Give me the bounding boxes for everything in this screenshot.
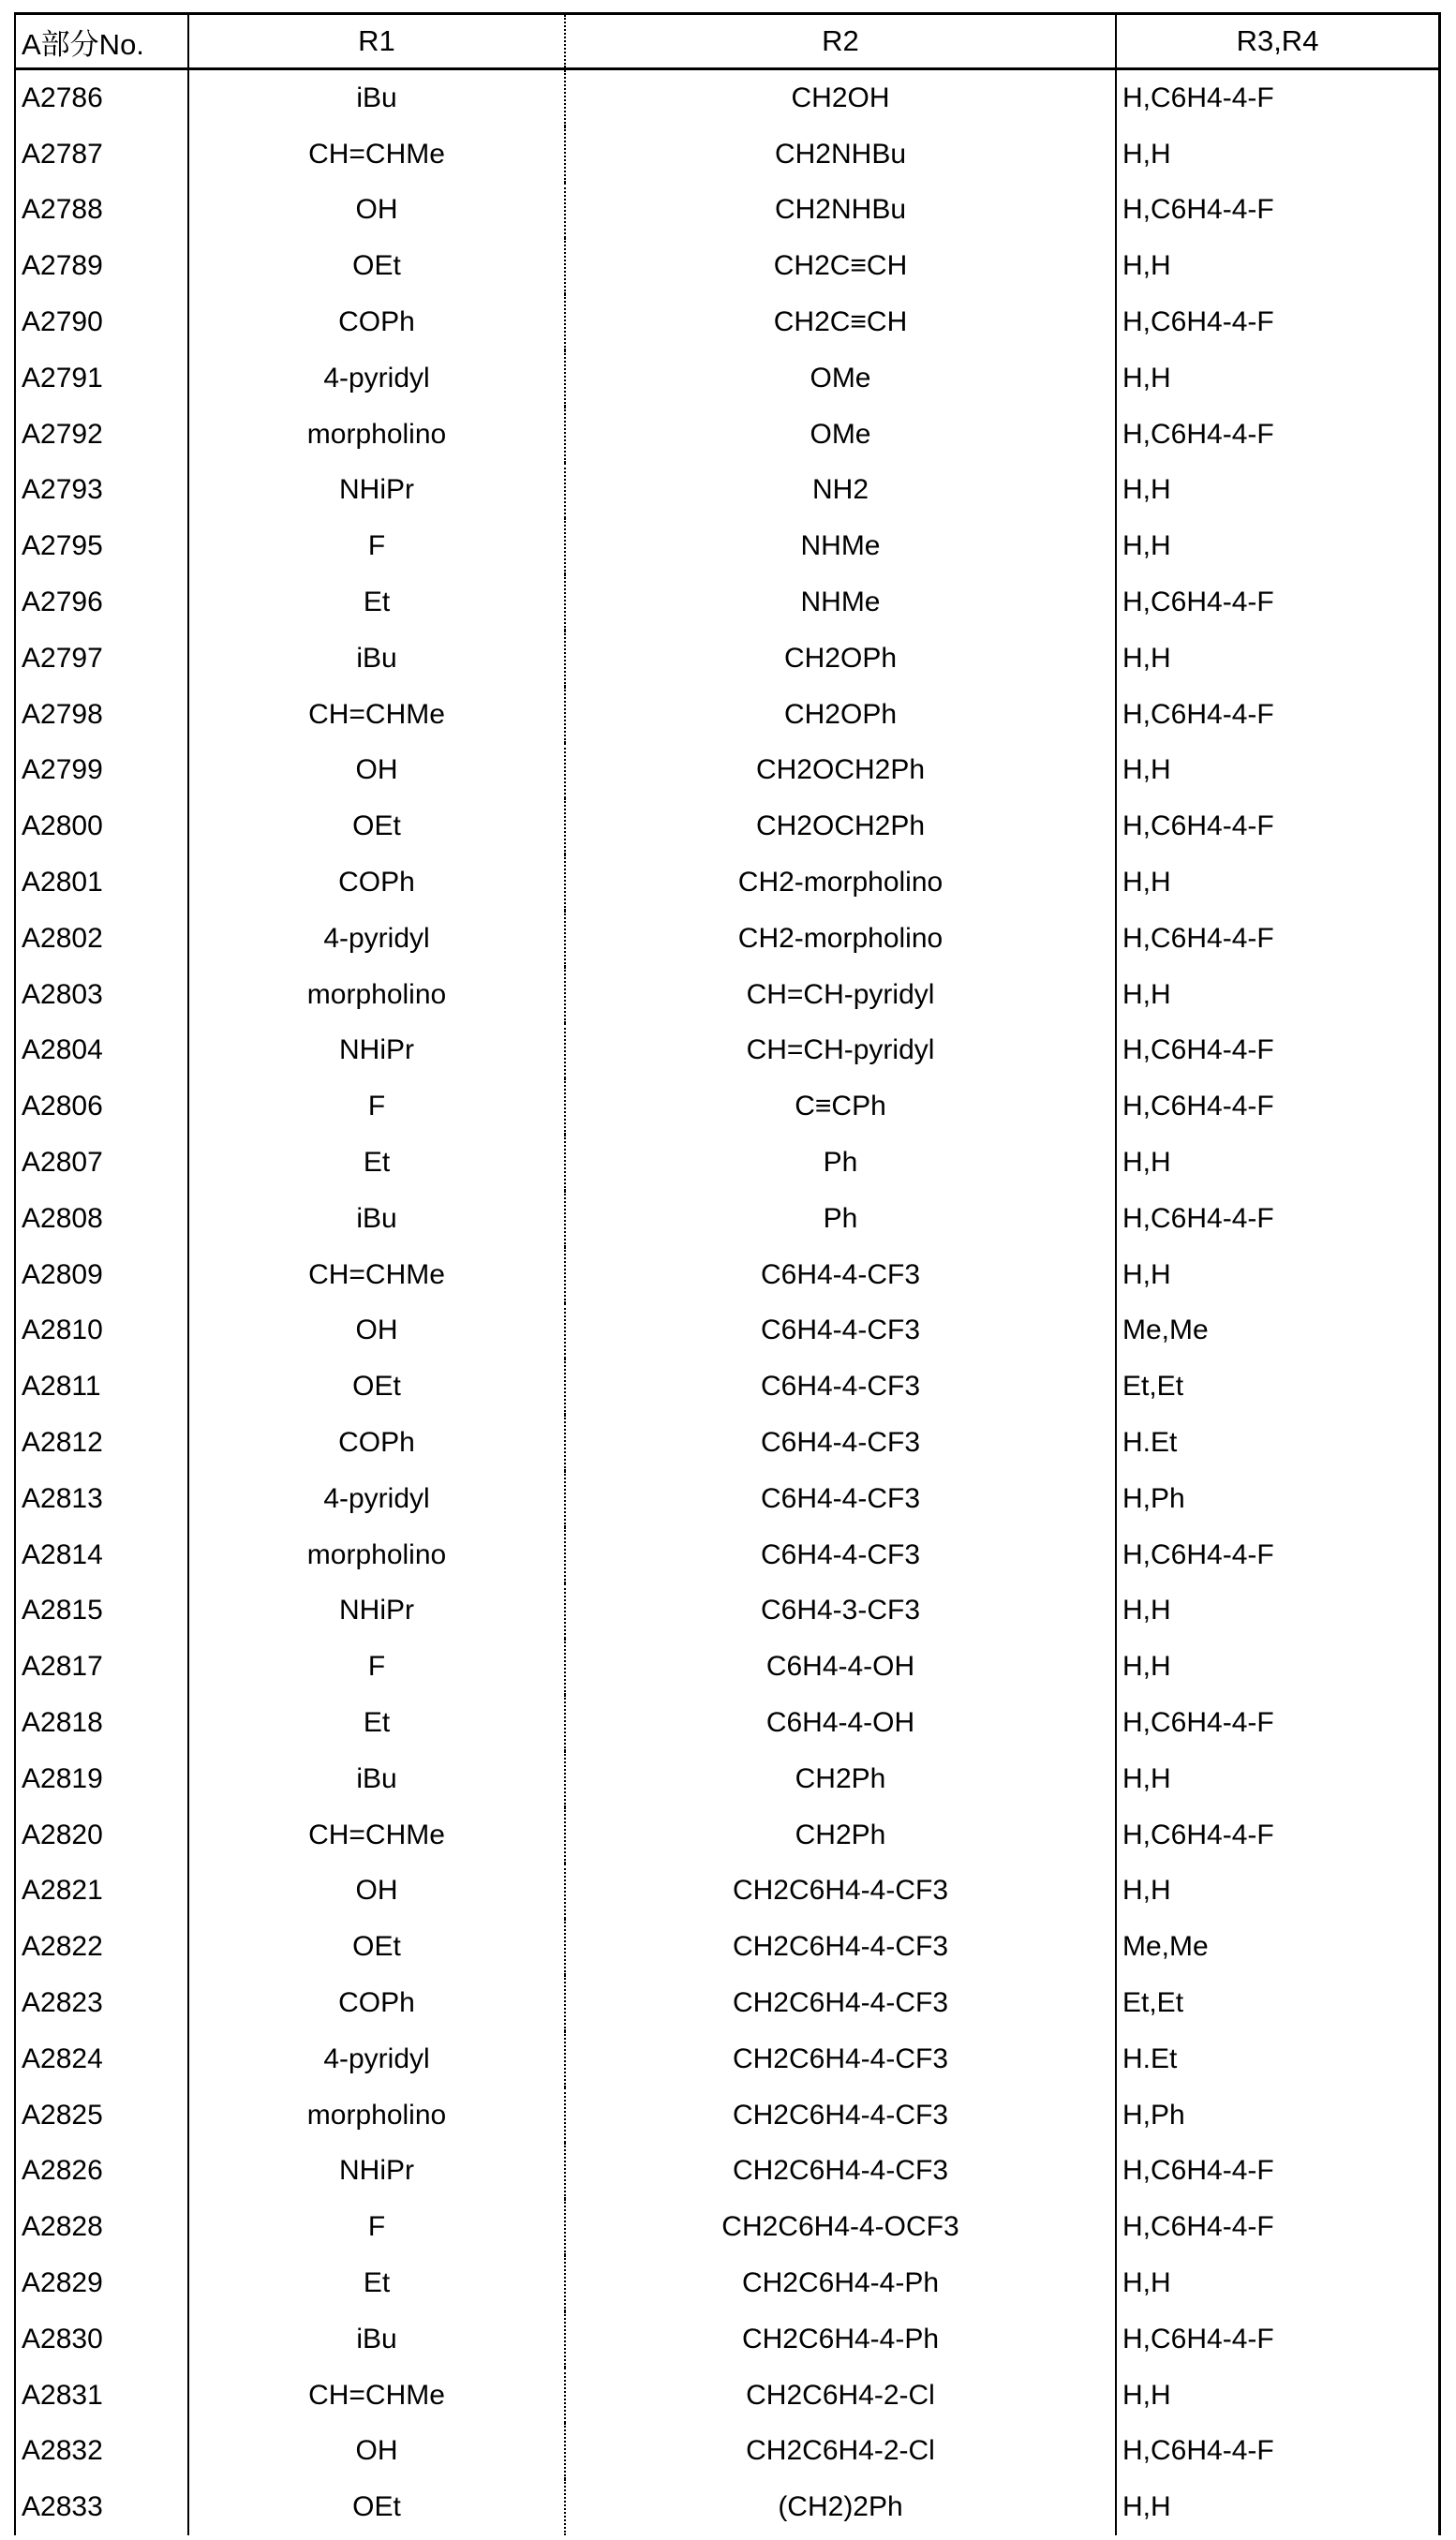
- cell-r2: CH2Ph: [564, 1751, 1115, 1807]
- table-row: [14, 2255, 1441, 2311]
- cell-r3-r4: H,C6H4-4-F: [1115, 2311, 1438, 2368]
- cell-r2: C6H4-4-CF3: [564, 1471, 1115, 1527]
- cell-r3-r4: H.Et: [1115, 1415, 1438, 1471]
- cell-r3-r4: H,C6H4-4-F: [1115, 1807, 1438, 1864]
- cell-a-part-no: A2786: [22, 82, 103, 113]
- cell-r3-r4: H,H: [1115, 1751, 1438, 1807]
- header-r1: R1: [187, 15, 564, 67]
- cell-r3-r4: H,H: [1115, 854, 1438, 911]
- cell-r1: OH: [187, 743, 564, 799]
- cell-a-part-no: A2803: [22, 978, 103, 1010]
- cell-a-part-no: A2810: [22, 1315, 103, 1346]
- cell-r1: OH: [187, 1303, 564, 1359]
- cell-r1: morpholino: [187, 407, 564, 463]
- cell-r2: CH2OPh: [564, 631, 1115, 687]
- cell-r3-r4: H,Ph: [1115, 2087, 1438, 2144]
- cell-r3-r4: Et,Et: [1115, 1975, 1438, 2031]
- cell-r1: NHiPr: [187, 2143, 564, 2199]
- cell-r1: OEt: [187, 1919, 564, 1975]
- table-row: [14, 1359, 1441, 1415]
- cell-r3-r4: H,H: [1115, 743, 1438, 799]
- cell-r1: NHiPr: [187, 1023, 564, 1079]
- table-row: [14, 1695, 1441, 1751]
- table-row: [14, 1583, 1441, 1640]
- cell-a-part-no: A2793: [22, 474, 103, 506]
- cell-r3-r4: H,C6H4-4-F: [1115, 687, 1438, 743]
- table-row: [14, 2031, 1441, 2087]
- table-row: [14, 1639, 1441, 1695]
- table-row: [14, 294, 1441, 350]
- cell-r3-r4: H,H: [1115, 631, 1438, 687]
- cell-r3-r4: H,H: [1115, 238, 1438, 294]
- table-row: [14, 911, 1441, 967]
- table-row: [14, 2311, 1441, 2368]
- cell-a-part-no: A2789: [22, 250, 103, 282]
- cell-r1: 4-pyridyl: [187, 2031, 564, 2087]
- compound-table: [14, 12, 1441, 2535]
- table-row: [14, 1975, 1441, 2031]
- cell-a-part-no: A2814: [22, 1538, 103, 1570]
- cell-r1: CH=CHMe: [187, 1247, 564, 1303]
- cell-a-part-no: A2811: [22, 1371, 101, 1403]
- table-row: [14, 518, 1441, 574]
- cell-r1: CH=CHMe: [187, 126, 564, 183]
- cell-r2: NHMe: [564, 574, 1115, 631]
- cell-r3-r4: H,H: [1115, 1639, 1438, 1695]
- cell-r1: morpholino: [187, 967, 564, 1023]
- cell-r2: CH2C6H4-4-Ph: [564, 2311, 1115, 2368]
- cell-r2: CH2OCH2Ph: [564, 798, 1115, 854]
- cell-r2: CH=CH-pyridyl: [564, 1023, 1115, 1079]
- cell-r1: OH: [187, 1864, 564, 1920]
- cell-r2: OMe: [564, 407, 1115, 463]
- cell-r2: CH2C≡CH: [564, 238, 1115, 294]
- cell-r1: NHiPr: [187, 1583, 564, 1640]
- cell-r2: CH2C≡CH: [564, 294, 1115, 350]
- cell-r3-r4: H.Et: [1115, 2031, 1438, 2087]
- cell-r3-r4: H,H: [1115, 350, 1438, 407]
- cell-r3-r4: H,C6H4-4-F: [1115, 70, 1438, 126]
- cell-r2: C6H4-4-CF3: [564, 1247, 1115, 1303]
- table-row: [14, 967, 1441, 1023]
- cell-a-part-no: A2824: [22, 2042, 103, 2074]
- cell-a-part-no: A2795: [22, 530, 103, 562]
- cell-a-part-no: A2801: [22, 867, 103, 899]
- cell-r1: Et: [187, 1135, 564, 1191]
- cell-a-part-no: A2817: [22, 1651, 103, 1683]
- cell-a-part-no: A2802: [22, 922, 103, 954]
- table-row: [14, 1751, 1441, 1807]
- cell-a-part-no: A2833: [22, 2491, 103, 2523]
- cell-r1: 4-pyridyl: [187, 911, 564, 967]
- cell-a-part-no: A2800: [22, 810, 103, 842]
- cell-r1: OEt: [187, 2479, 564, 2535]
- cell-r3-r4: H,C6H4-4-F: [1115, 294, 1438, 350]
- cell-a-part-no: A2796: [22, 587, 103, 618]
- cell-a-part-no: A2818: [22, 1707, 103, 1738]
- cell-r3-r4: H,H: [1115, 2255, 1438, 2311]
- cell-r1: Et: [187, 574, 564, 631]
- cell-a-part-no: A2799: [22, 754, 103, 786]
- cell-r1: Et: [187, 1695, 564, 1751]
- cell-a-part-no: A2828: [22, 2211, 103, 2243]
- table-body: [14, 70, 1441, 2535]
- table-row: [14, 574, 1441, 631]
- table-row: [14, 407, 1441, 463]
- table-header-row: [14, 12, 1441, 70]
- cell-r2: CH2-morpholino: [564, 911, 1115, 967]
- cell-r3-r4: H,C6H4-4-F: [1115, 407, 1438, 463]
- cell-r1: iBu: [187, 631, 564, 687]
- cell-r2: C6H4-4-CF3: [564, 1527, 1115, 1583]
- cell-r3-r4: Et,Et: [1115, 1359, 1438, 1415]
- table-row: [14, 2368, 1441, 2424]
- cell-a-part-no: A2797: [22, 642, 103, 674]
- table-row: [14, 1023, 1441, 1079]
- cell-r1: OH: [187, 2423, 564, 2479]
- cell-r3-r4: H,H: [1115, 967, 1438, 1023]
- table-row: [14, 1135, 1441, 1191]
- cell-r2: CH2NHBu: [564, 183, 1115, 239]
- table-row: [14, 631, 1441, 687]
- cell-r1: 4-pyridyl: [187, 350, 564, 407]
- table-row: [14, 1527, 1441, 1583]
- cell-r2: CH2C6H4-4-CF3: [564, 2143, 1115, 2199]
- cell-r1: F: [187, 518, 564, 574]
- cell-r3-r4: H,H: [1115, 2368, 1438, 2424]
- cell-r1: NHiPr: [187, 463, 564, 519]
- cell-r1: COPh: [187, 1975, 564, 2031]
- cell-a-part-no: A2809: [22, 1258, 103, 1290]
- cell-r2: C6H4-4-CF3: [564, 1415, 1115, 1471]
- cell-r3-r4: H,C6H4-4-F: [1115, 574, 1438, 631]
- cell-r2: C≡CPh: [564, 1078, 1115, 1135]
- table-row: [14, 183, 1441, 239]
- cell-r3-r4: H,C6H4-4-F: [1115, 1191, 1438, 1247]
- table-row: [14, 1471, 1441, 1527]
- cell-r3-r4: H,H: [1115, 126, 1438, 183]
- cell-r3-r4: H,C6H4-4-F: [1115, 1695, 1438, 1751]
- cell-a-part-no: A2790: [22, 306, 103, 338]
- cell-r1: CH=CHMe: [187, 1807, 564, 1864]
- cell-r2: CH2C6H4-2-Cl: [564, 2368, 1115, 2424]
- cell-r3-r4: H,C6H4-4-F: [1115, 1023, 1438, 1079]
- cell-r2: CH=CH-pyridyl: [564, 967, 1115, 1023]
- table-row: [14, 1415, 1441, 1471]
- cell-a-part-no: A2819: [22, 1762, 103, 1794]
- cell-r3-r4: H,C6H4-4-F: [1115, 183, 1438, 239]
- cell-r1: CH=CHMe: [187, 2368, 564, 2424]
- cell-r1: 4-pyridyl: [187, 1471, 564, 1527]
- cell-r2: C6H4-3-CF3: [564, 1583, 1115, 1640]
- cell-r1: OH: [187, 183, 564, 239]
- table-row: [14, 1303, 1441, 1359]
- cell-r2: C6H4-4-OH: [564, 1695, 1115, 1751]
- cell-r2: CH2NHBu: [564, 126, 1115, 183]
- cell-a-part-no: A2826: [22, 2155, 103, 2187]
- cell-r3-r4: H,C6H4-4-F: [1115, 2143, 1438, 2199]
- table-row: [14, 1864, 1441, 1920]
- cell-r3-r4: H,C6H4-4-F: [1115, 2199, 1438, 2255]
- cell-r2: OMe: [564, 350, 1115, 407]
- cell-r3-r4: H,H: [1115, 1135, 1438, 1191]
- cell-a-part-no: A2787: [22, 138, 103, 170]
- cell-r1: F: [187, 2199, 564, 2255]
- cell-a-part-no: A2832: [22, 2435, 103, 2467]
- cell-r3-r4: Me,Me: [1115, 1303, 1438, 1359]
- table-row: [14, 350, 1441, 407]
- table-row: [14, 2087, 1441, 2144]
- table-row: [14, 238, 1441, 294]
- cell-r3-r4: H,C6H4-4-F: [1115, 1527, 1438, 1583]
- cell-r3-r4: H,C6H4-4-F: [1115, 798, 1438, 854]
- cell-r3-r4: H,H: [1115, 2479, 1438, 2535]
- cell-r1: CH=CHMe: [187, 687, 564, 743]
- cell-a-part-no: A2812: [22, 1427, 103, 1459]
- cell-r1: iBu: [187, 1191, 564, 1247]
- cell-r1: Et: [187, 2255, 564, 2311]
- cell-a-part-no: A2823: [22, 1986, 103, 2018]
- cell-a-part-no: A2792: [22, 418, 103, 450]
- cell-r2: NHMe: [564, 518, 1115, 574]
- table-row: [14, 743, 1441, 799]
- table-row: [14, 1247, 1441, 1303]
- cell-r3-r4: H,H: [1115, 1247, 1438, 1303]
- cell-r2: CH2C6H4-4-CF3: [564, 1919, 1115, 1975]
- cell-r1: COPh: [187, 294, 564, 350]
- cell-r3-r4: H,C6H4-4-F: [1115, 1078, 1438, 1135]
- cell-a-part-no: A2830: [22, 2323, 103, 2354]
- cell-a-part-no: A2820: [22, 1819, 103, 1850]
- header-a-part-no: A部分No.: [22, 27, 144, 61]
- cell-r3-r4: H,Ph: [1115, 1471, 1438, 1527]
- header-r3-r4: R3,R4: [1115, 15, 1438, 67]
- cell-r3-r4: H,C6H4-4-F: [1115, 911, 1438, 967]
- cell-a-part-no: A2806: [22, 1091, 103, 1122]
- cell-r2: (CH2)2Ph: [564, 2479, 1115, 2535]
- cell-r2: CH2C6H4-2-Cl: [564, 2423, 1115, 2479]
- cell-r3-r4: H,C6H4-4-F: [1115, 2423, 1438, 2479]
- table-row: [14, 1919, 1441, 1975]
- cell-a-part-no: A2829: [22, 2266, 103, 2298]
- table-row: [14, 854, 1441, 911]
- cell-a-part-no: A2788: [22, 194, 103, 226]
- cell-r2: CH2C6H4-4-CF3: [564, 2087, 1115, 2144]
- cell-a-part-no: A2815: [22, 1595, 103, 1626]
- cell-r1: COPh: [187, 1415, 564, 1471]
- table-row: [14, 1191, 1441, 1247]
- table-row: [14, 1078, 1441, 1135]
- cell-r1: morpholino: [187, 2087, 564, 2144]
- cell-r2: CH2C6H4-4-OCF3: [564, 2199, 1115, 2255]
- cell-r3-r4: H,H: [1115, 1864, 1438, 1920]
- cell-a-part-no: A2807: [22, 1147, 103, 1179]
- table-row: [14, 2199, 1441, 2255]
- cell-r3-r4: H,H: [1115, 463, 1438, 519]
- table-row: [14, 687, 1441, 743]
- cell-a-part-no: A2804: [22, 1034, 103, 1066]
- cell-r2: Ph: [564, 1191, 1115, 1247]
- cell-r2: C6H4-4-OH: [564, 1639, 1115, 1695]
- cell-r2: CH2C6H4-4-Ph: [564, 2255, 1115, 2311]
- cell-a-part-no: A2791: [22, 362, 103, 394]
- table-row: [14, 2423, 1441, 2479]
- cell-r3-r4: H,H: [1115, 518, 1438, 574]
- cell-a-part-no: A2808: [22, 1202, 103, 1234]
- cell-r2: CH2OCH2Ph: [564, 743, 1115, 799]
- cell-r1: F: [187, 1639, 564, 1695]
- cell-r1: F: [187, 1078, 564, 1135]
- cell-r2: CH2C6H4-4-CF3: [564, 1864, 1115, 1920]
- cell-r2: C6H4-4-CF3: [564, 1359, 1115, 1415]
- table-row: [14, 463, 1441, 519]
- table-row: [14, 1807, 1441, 1864]
- cell-r1: morpholino: [187, 1527, 564, 1583]
- cell-a-part-no: A2821: [22, 1875, 103, 1907]
- table-row: [14, 2143, 1441, 2199]
- cell-r1: OEt: [187, 1359, 564, 1415]
- cell-r2: CH2Ph: [564, 1807, 1115, 1864]
- table-row: [14, 798, 1441, 854]
- cell-a-part-no: A2822: [22, 1931, 103, 1963]
- cell-r3-r4: H,H: [1115, 1583, 1438, 1640]
- table-row: [14, 126, 1441, 183]
- cell-r1: OEt: [187, 798, 564, 854]
- cell-r2: CH2-morpholino: [564, 854, 1115, 911]
- cell-a-part-no: A2825: [22, 2099, 103, 2131]
- cell-r2: C6H4-4-CF3: [564, 1303, 1115, 1359]
- cell-r1: iBu: [187, 1751, 564, 1807]
- cell-r2: CH2C6H4-4-CF3: [564, 2031, 1115, 2087]
- cell-r2: CH2C6H4-4-CF3: [564, 1975, 1115, 2031]
- cell-r2: Ph: [564, 1135, 1115, 1191]
- header-r2: R2: [564, 15, 1115, 67]
- table-row: [14, 2479, 1441, 2535]
- cell-a-part-no: A2813: [22, 1482, 103, 1514]
- cell-a-part-no: A2831: [22, 2379, 103, 2411]
- cell-r1: COPh: [187, 854, 564, 911]
- cell-r3-r4: Me,Me: [1115, 1919, 1438, 1975]
- cell-a-part-no: A2798: [22, 698, 103, 730]
- cell-r2: CH2OPh: [564, 687, 1115, 743]
- cell-r1: OEt: [187, 238, 564, 294]
- cell-r2: NH2: [564, 463, 1115, 519]
- cell-r1: iBu: [187, 70, 564, 126]
- table-row: [14, 70, 1441, 126]
- cell-r2: CH2OH: [564, 70, 1115, 126]
- cell-r1: iBu: [187, 2311, 564, 2368]
